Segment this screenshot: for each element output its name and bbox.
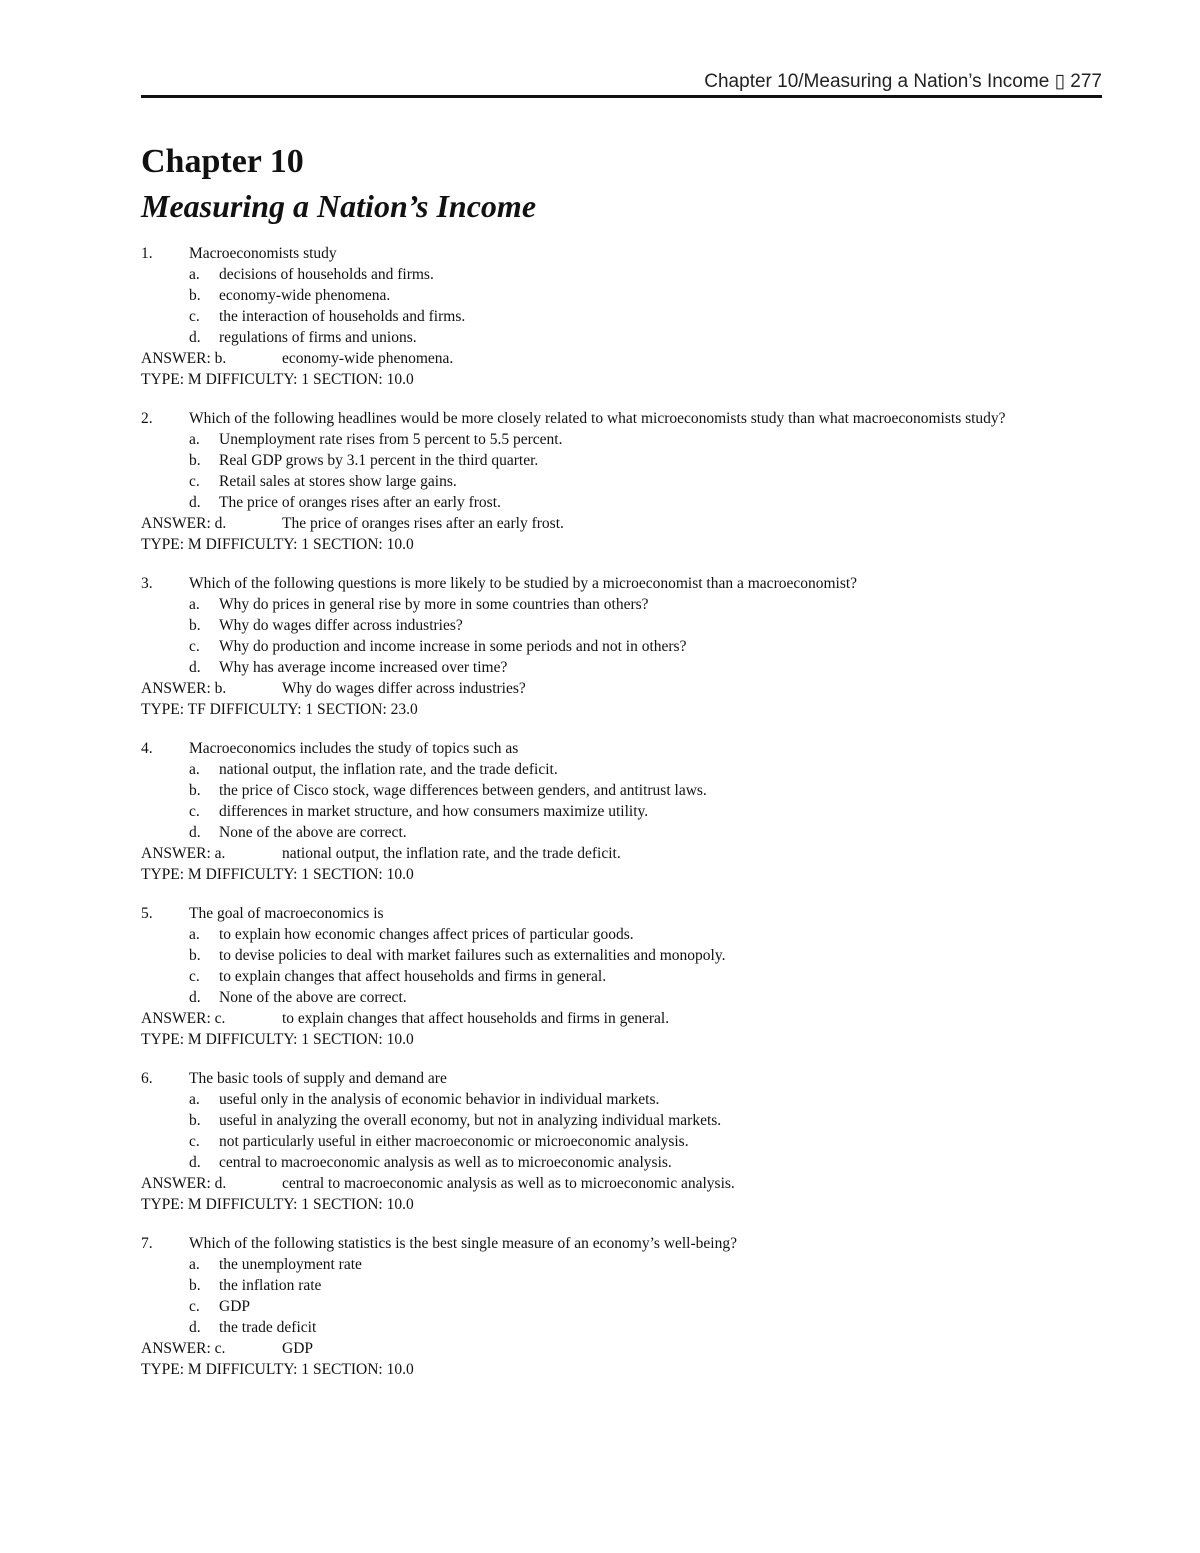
option-text: Real GDP grows by 3.1 percent in the third quarter. xyxy=(219,452,539,469)
question-item xyxy=(141,903,1102,1050)
option-letter: d. xyxy=(189,494,201,511)
answer-option xyxy=(141,1110,1102,1131)
answer-option xyxy=(141,1275,1102,1296)
running-header xyxy=(141,70,1102,96)
answer-key xyxy=(141,1338,1102,1359)
answer-label: ANSWER: c. xyxy=(141,1010,226,1027)
question-text: Macroeconomics includes the study of topics such as xyxy=(189,740,519,757)
option-text: regulations of firms and unions. xyxy=(219,329,417,346)
question-stem xyxy=(141,408,1102,429)
option-text: Retail sales at stores show large gains. xyxy=(219,473,457,490)
running-head-text: Chapter 10/Measuring a Nation’s Income ▯ 277 xyxy=(704,71,1102,92)
question-metadata: TYPE: M DIFFICULTY: 1 SECTION: 10.0 xyxy=(141,1196,414,1213)
option-text: the unemployment rate xyxy=(219,1256,362,1273)
option-text: differences in market structure, and how consumers maximize utility. xyxy=(219,803,649,820)
option-text: None of the above are correct. xyxy=(219,989,407,1006)
answer-option xyxy=(141,264,1102,285)
answer-label: ANSWER: b. xyxy=(141,350,227,367)
option-text: the interaction of households and firms. xyxy=(219,308,466,325)
answer-text: central to macroeconomic analysis as well as to microeconomic analysis. xyxy=(282,1175,735,1192)
option-text: Why has average income increased over time? xyxy=(219,659,508,676)
answer-option xyxy=(141,471,1102,492)
question-item xyxy=(141,1068,1102,1215)
answer-text: to explain changes that affect households and firms in general. xyxy=(282,1010,670,1027)
question-item xyxy=(141,408,1102,555)
option-text: economy-wide phenomena. xyxy=(219,287,391,304)
answer-key xyxy=(141,348,1102,369)
header-rule xyxy=(141,95,1102,98)
question-item xyxy=(141,738,1102,885)
answer-option xyxy=(141,1152,1102,1173)
question-number: 2. xyxy=(141,410,153,427)
option-text: national output, the inflation rate, and the trade deficit. xyxy=(219,761,558,778)
option-text: not particularly useful in either macroeconomic or microeconomic analysis. xyxy=(219,1133,689,1150)
answer-key xyxy=(141,513,1102,534)
option-letter: c. xyxy=(189,1133,200,1150)
answer-label: ANSWER: b. xyxy=(141,680,227,697)
question-text: The goal of macroeconomics is xyxy=(189,905,384,922)
option-letter: d. xyxy=(189,329,201,346)
answer-option xyxy=(141,450,1102,471)
question-number: 3. xyxy=(141,575,153,592)
option-letter: a. xyxy=(189,596,200,613)
question-metadata: TYPE: M DIFFICULTY: 1 SECTION: 10.0 xyxy=(141,1361,414,1378)
question-metadata: TYPE: M DIFFICULTY: 1 SECTION: 10.0 xyxy=(141,866,414,883)
option-letter: b. xyxy=(189,452,201,469)
option-text: to explain changes that affect households and firms in general. xyxy=(219,968,607,985)
option-text: Why do wages differ across industries? xyxy=(219,617,463,634)
question-stem xyxy=(141,243,1102,264)
option-letter: c. xyxy=(189,968,200,985)
option-text: to devise policies to deal with market failures such as externalities and monopoly. xyxy=(219,947,726,964)
answer-text: national output, the inflation rate, and the trade deficit. xyxy=(282,845,621,862)
answer-option xyxy=(141,759,1102,780)
answer-label: ANSWER: c. xyxy=(141,1340,226,1357)
option-letter: c. xyxy=(189,1298,200,1315)
question-stem xyxy=(141,903,1102,924)
option-letter: d. xyxy=(189,659,201,676)
answer-key xyxy=(141,1008,1102,1029)
option-text: the inflation rate xyxy=(219,1277,322,1294)
answer-text: economy-wide phenomena. xyxy=(282,350,454,367)
answer-option xyxy=(141,615,1102,636)
answer-label: ANSWER: d. xyxy=(141,1175,227,1192)
question-number: 5. xyxy=(141,905,153,922)
question-stem xyxy=(141,1068,1102,1089)
answer-label: ANSWER: d. xyxy=(141,515,227,532)
answer-option xyxy=(141,987,1102,1008)
answer-text: GDP xyxy=(282,1340,314,1357)
question-metadata: TYPE: M DIFFICULTY: 1 SECTION: 10.0 xyxy=(141,536,414,553)
question-text: Macroeconomists study xyxy=(189,245,337,262)
option-letter: a. xyxy=(189,1256,200,1273)
question-text: Which of the following headlines would be more closely related to what microeconomists study than what macroeconomists study? xyxy=(189,410,1006,427)
question-metadata: TYPE: M DIFFICULTY: 1 SECTION: 10.0 xyxy=(141,1031,414,1048)
question-number: 4. xyxy=(141,740,153,757)
option-text: central to macroeconomic analysis as well as to microeconomic analysis. xyxy=(219,1154,672,1171)
question-text: Which of the following questions is more likely to be studied by a microeconomist than a macroeconomist? xyxy=(189,575,858,592)
option-text: decisions of households and firms. xyxy=(219,266,434,283)
option-text: the trade deficit xyxy=(219,1319,317,1336)
answer-option xyxy=(141,594,1102,615)
answer-key xyxy=(141,678,1102,699)
answer-option xyxy=(141,1131,1102,1152)
question-item xyxy=(141,1233,1102,1380)
answer-label: ANSWER: a. xyxy=(141,845,226,862)
option-letter: a. xyxy=(189,761,200,778)
answer-text: Why do wages differ across industries? xyxy=(282,680,526,697)
option-text: The price of oranges rises after an early frost. xyxy=(219,494,501,511)
option-letter: b. xyxy=(189,782,201,799)
answer-option xyxy=(141,327,1102,348)
option-text: useful in analyzing the overall economy, but not in analyzing individual markets. xyxy=(219,1112,722,1129)
question-stem xyxy=(141,1233,1102,1254)
option-text: None of the above are correct. xyxy=(219,824,407,841)
option-letter: c. xyxy=(189,803,200,820)
answer-key xyxy=(141,1173,1102,1194)
question-text: Which of the following statistics is the best single measure of an economy’s well-being? xyxy=(189,1235,737,1252)
answer-option xyxy=(141,822,1102,843)
answer-option xyxy=(141,429,1102,450)
chapter-title: Chapter 10 xyxy=(141,143,304,180)
answer-option xyxy=(141,1089,1102,1110)
answer-option xyxy=(141,306,1102,327)
question-number: 1. xyxy=(141,245,153,262)
answer-option xyxy=(141,657,1102,678)
option-text: Why do prices in general rise by more in some countries than others? xyxy=(219,596,649,613)
question-item xyxy=(141,243,1102,390)
question-metadata: TYPE: M DIFFICULTY: 1 SECTION: 10.0 xyxy=(141,371,414,388)
question-number: 6. xyxy=(141,1070,153,1087)
answer-option xyxy=(141,1296,1102,1317)
option-letter: b. xyxy=(189,617,201,634)
answer-key xyxy=(141,843,1102,864)
option-text: GDP xyxy=(219,1298,251,1315)
answer-option xyxy=(141,924,1102,945)
option-text: useful only in the analysis of economic behavior in individual markets. xyxy=(219,1091,660,1108)
option-letter: d. xyxy=(189,824,201,841)
question-stem xyxy=(141,738,1102,759)
answer-option xyxy=(141,966,1102,987)
question-list xyxy=(141,243,1102,1398)
answer-option xyxy=(141,492,1102,513)
option-letter: c. xyxy=(189,473,200,490)
question-text: The basic tools of supply and demand are xyxy=(189,1070,447,1087)
answer-option xyxy=(141,801,1102,822)
answer-option xyxy=(141,1254,1102,1275)
question-item xyxy=(141,573,1102,720)
answer-text: The price of oranges rises after an early frost. xyxy=(282,515,564,532)
option-letter: b. xyxy=(189,1112,201,1129)
answer-option xyxy=(141,636,1102,657)
question-number: 7. xyxy=(141,1235,153,1252)
option-letter: a. xyxy=(189,926,200,943)
option-letter: b. xyxy=(189,287,201,304)
question-stem xyxy=(141,573,1102,594)
question-metadata: TYPE: TF DIFFICULTY: 1 SECTION: 23.0 xyxy=(141,701,418,718)
answer-option xyxy=(141,285,1102,306)
option-letter: c. xyxy=(189,308,200,325)
option-letter: b. xyxy=(189,1277,201,1294)
option-letter: d. xyxy=(189,989,201,1006)
option-letter: b. xyxy=(189,947,201,964)
option-letter: a. xyxy=(189,1091,200,1108)
answer-option xyxy=(141,780,1102,801)
option-letter: a. xyxy=(189,266,200,283)
option-letter: c. xyxy=(189,638,200,655)
chapter-subtitle: Measuring a Nation’s Income xyxy=(141,188,537,224)
option-text: Why do production and income increase in some periods and not in others? xyxy=(219,638,687,655)
option-text: to explain how economic changes affect prices of particular goods. xyxy=(219,926,634,943)
option-text: Unemployment rate rises from 5 percent to 5.5 percent. xyxy=(219,431,563,448)
answer-option xyxy=(141,1317,1102,1338)
option-letter: d. xyxy=(189,1154,201,1171)
answer-option xyxy=(141,945,1102,966)
option-text: the price of Cisco stock, wage differences between genders, and antitrust laws. xyxy=(219,782,707,799)
option-letter: d. xyxy=(189,1319,201,1336)
option-letter: a. xyxy=(189,431,200,448)
